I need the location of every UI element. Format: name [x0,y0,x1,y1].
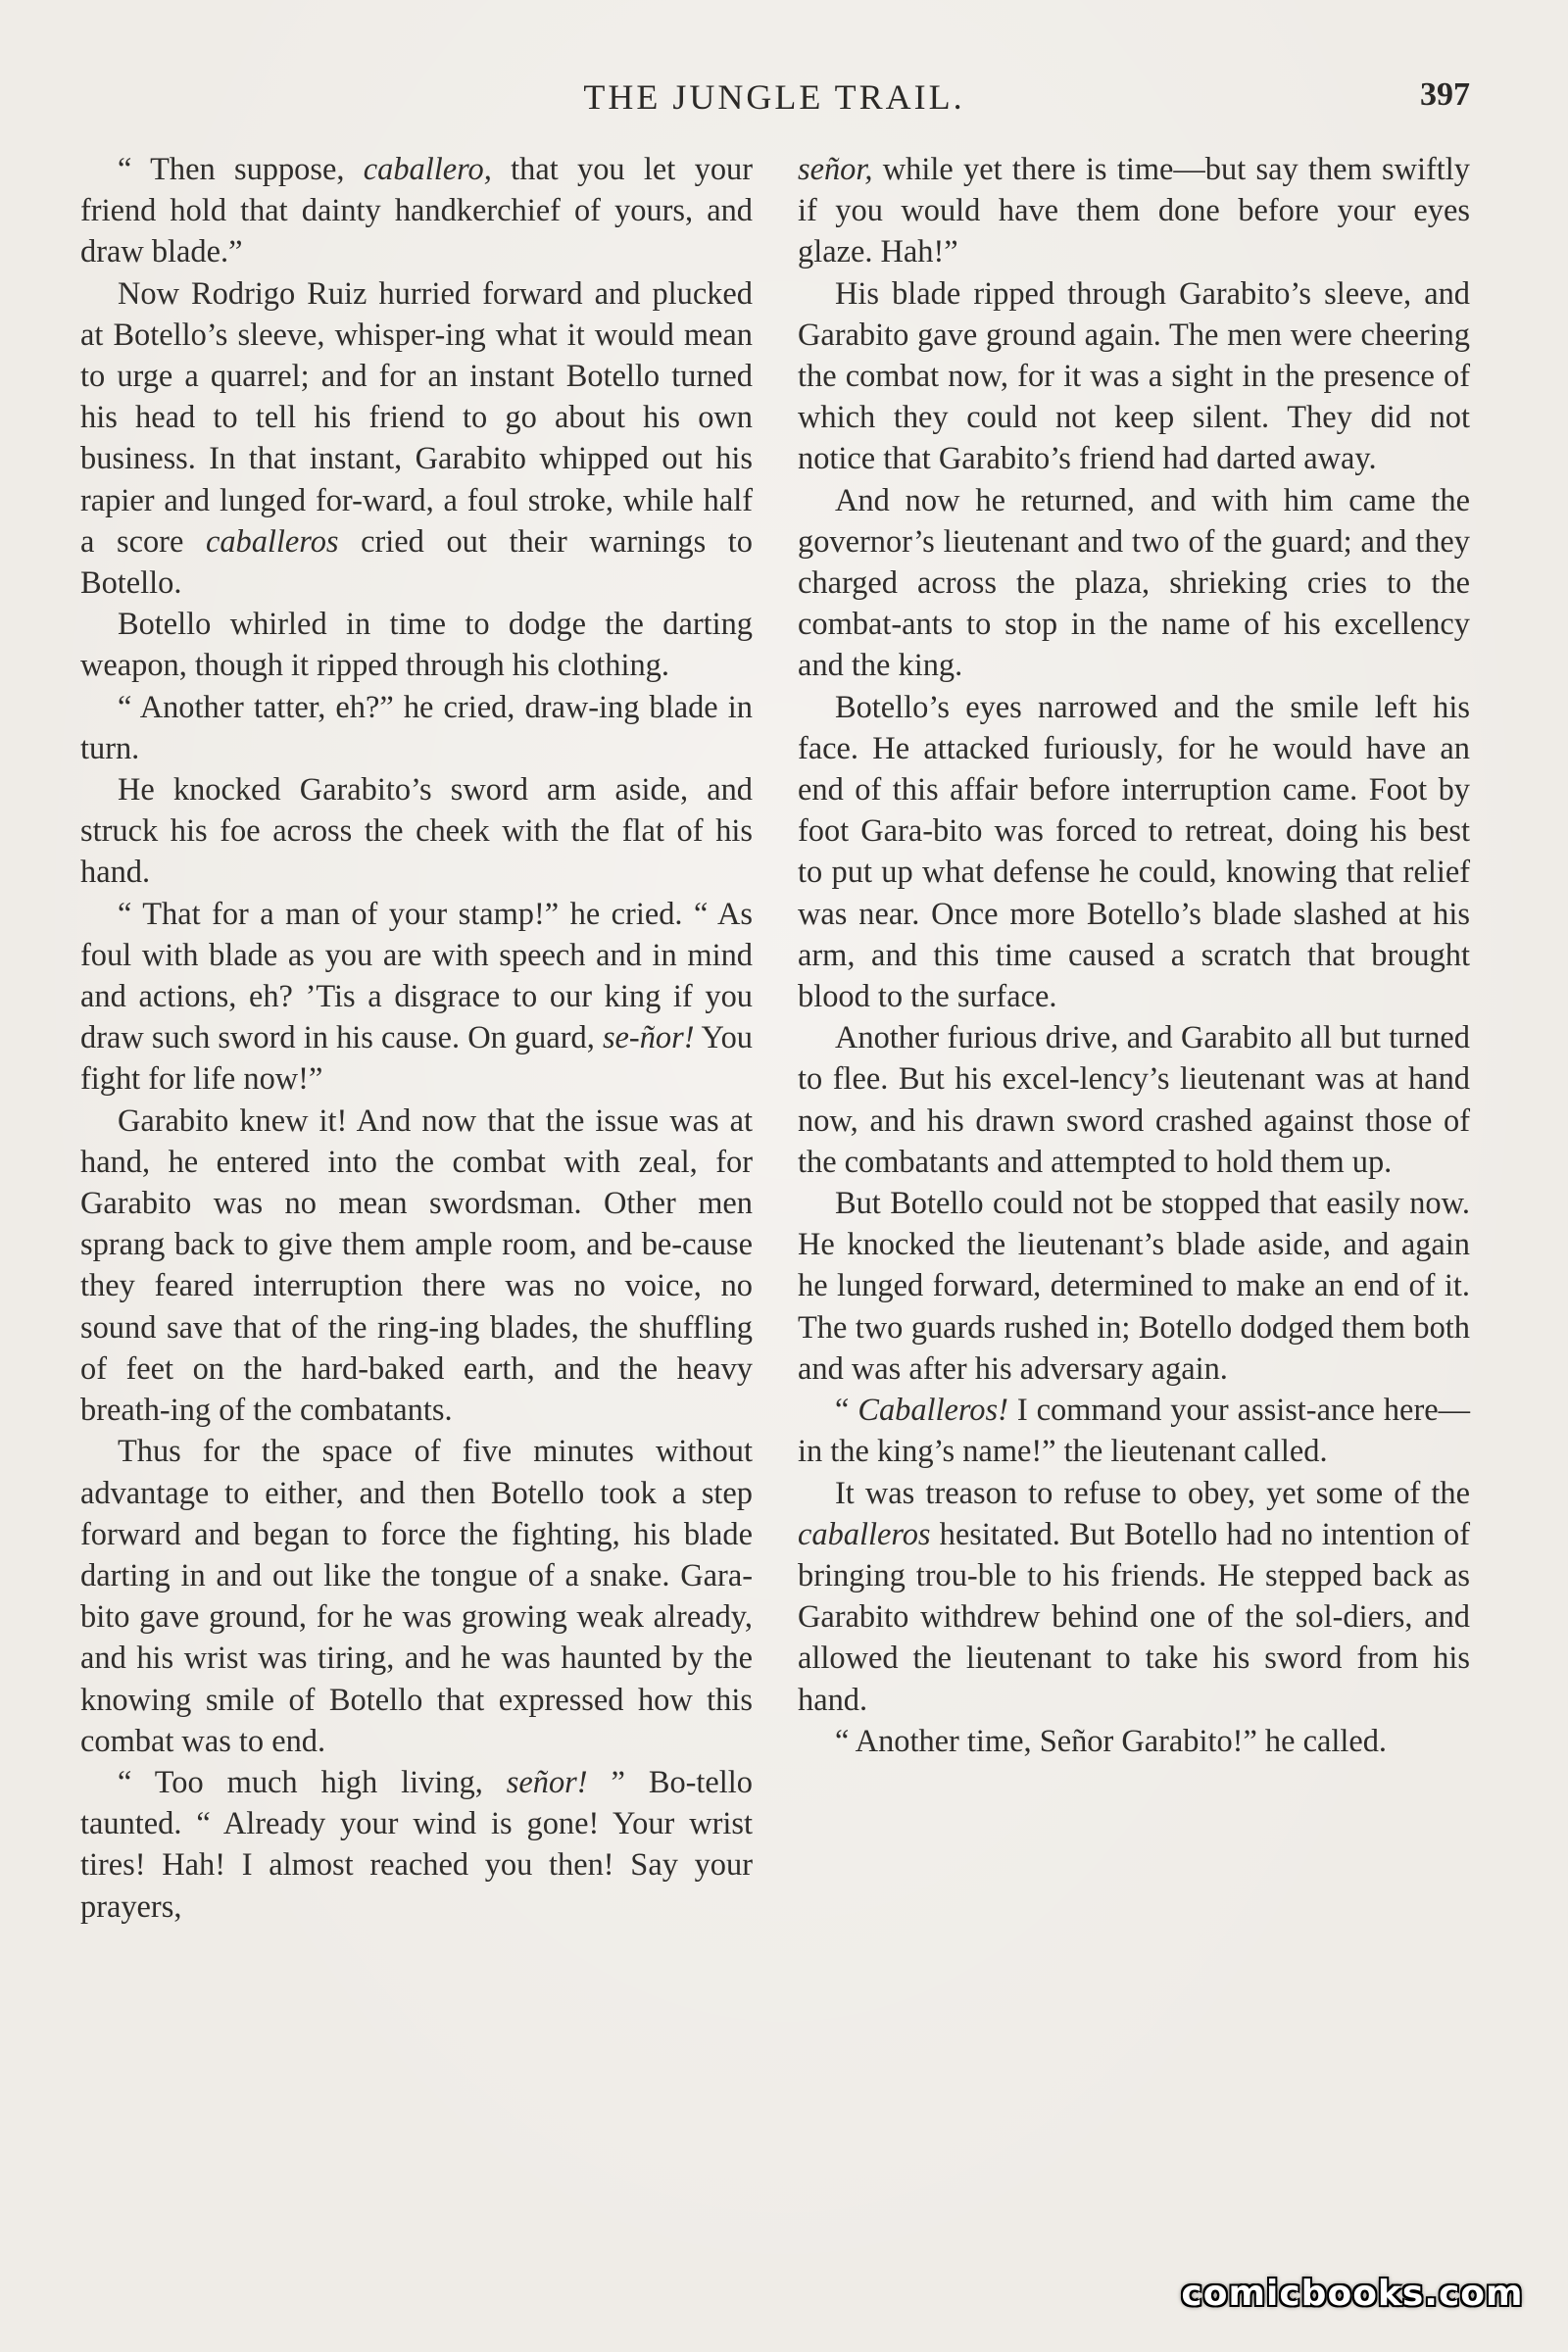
right-column [798,149,1470,2276]
text-segment: His blade ripped through Garabito’s sleeve, and Garabito gave ground again. The men were cheering the combat now, for it was a sight in the presence of which they could not keep silent. They did not notice that Garabito’s friend had darted away. [798,275,1470,477]
text-segment: ” Bo-tello taunted. “ Already your wind is gone! Your wrist tires! Hah! I almost reached you then! Say your prayers, [80,1764,753,1925]
text-segment: I command your assist-ance here—in the king’s name!” the lieutenant called. [798,1393,1470,1470]
paragraph [80,604,753,686]
text-segment: while yet there is time—but say them swiftly if you would have them done before your eyes glaze. Hah!” [798,152,1470,270]
paragraph [80,1431,753,1762]
text-segment: cried out their warnings to Botello. [80,523,753,602]
text-segment: Botello’s eyes narrowed and the smile left his face. He attacked furiously, for he would have an end of this affair before interruption came. Foot by foot Gara-bito was forced to retreat, doing his best to put up what defense he could, knowing that relief was near. Once more Botello’s blade slashed at his arm, and this time caused a scratch that brought blood to the surface. [798,689,1470,1015]
text-segment: Another furious drive, and Garabito all but turned to flee. But his excel-lency’s lieutenant was at hand now, and his drawn sword crashed against those of the combatants and attempted to hold them up. [798,1020,1470,1180]
text-segment: that you let your friend hold that dainty handkerchief of yours, and draw blade.” [80,152,753,270]
italic-text: señor! [506,1764,588,1800]
paragraph [798,1183,1470,1390]
paragraph [80,1101,753,1432]
text-segment: And now he returned, and with him came the governor’s lieutenant and two of the guard; and they charged across the plaza, shrieking cries to the combat-ants to stop in the name of his excellency and the king. [798,482,1470,684]
paragraph [798,273,1470,480]
text-segment: He knocked Garabito’s sword arm aside, and struck his foe across the cheek with the flat of his hand. [80,772,753,891]
watermark-logo: comicbooks.com [1181,2274,1524,2314]
italic-text: caballeros [205,523,339,560]
paragraph [798,480,1470,687]
italic-text: caballeros [798,1516,931,1552]
text-segment: Garabito knew it! And now that the issue was at hand, he entered into the combat with zeal, for Garabito was no mean swordsman. Other men sprang back to give them ample room, and be-cause they feared interruption there was no voice, no sound save that of the ring-ing blades, the shuffling of feet on the hard-baked earth, and the heavy breath-ing of the combatants. [80,1102,753,1429]
paragraph [798,1721,1470,1762]
text-segment: It was treason to refuse to obey, yet some of the [835,1475,1470,1511]
italic-text: se-ñor! [602,1020,695,1056]
text-segment: “ Another time, Señor Garabito!” he called. [835,1723,1388,1759]
paragraph [798,149,1470,273]
paragraph [798,1017,1470,1183]
text-segment: hesitated. But Botello had no intention of bringing trou-ble to his friends. He stepped back as Garabito withdrew behind one of the sol-diers, and allowed the lieutenant to take his sword from his hand. [798,1516,1470,1718]
italic-text: Caballeros! [858,1393,1008,1429]
paragraph [80,1762,753,1928]
paragraph [80,273,753,605]
page-number: 397 [1420,76,1470,113]
text-segment: “ Another tatter, eh?” he cried, draw-ing blade in turn. [80,689,753,766]
italic-text: caballero, [363,152,492,187]
text-segment: Botello whirled in time to dodge the darting weapon, though it ripped through his clothing. [80,607,753,684]
text-segment: “ Too much high living, [118,1764,507,1800]
paragraph [80,149,753,273]
text-segment: “ Then suppose, [118,152,364,187]
text-segment: But Botello could not be stopped that easily now. He knocked the lieutenant’s blade aside, and again he lunged forward, determined to make an end of it. The two guards rushed in; Botello dodged them both and was after his adversary again. [798,1186,1470,1387]
italic-text: señor, [798,152,873,187]
paragraph [80,687,753,769]
text-segment: Now Rodrigo Ruiz hurried forward and plucked at Botello’s sleeve, whisper-ing what it would mean to urge a quarrel; and for an instant Botello turned his head to tell his friend to go about his own business. In that instant, Garabito whipped out his rapier and lunged for-ward, a foul stroke, while half a score [80,275,753,560]
text-segment: You fight for life now!” [80,1020,753,1098]
paragraph [798,687,1470,1018]
text-segment: “ [835,1393,858,1429]
left-column [80,149,753,2276]
text-segment: Thus for the space of five minutes without advantage to either, and then Botello took a step forward and began to force the fighting, his blade darting in and out like the tongue of a snake. Gara-bito gave ground, for he was growing weak already, and his wrist was tiring, and he was haunted by the knowing smile of Botello that expressed how this combat was to end. [80,1434,753,1759]
page-header [78,76,1470,127]
paragraph [80,894,753,1101]
paragraph [798,1473,1470,1721]
running-head: THE JUNGLE TRAIL. [583,77,965,117]
text-columns [80,149,1470,2276]
text-segment: “ That for a man of your stamp!” he cried. “ As foul with blade as you are with speech and in mind and actions, eh? ’Tis a disgrace to our king if you draw such sword in his cause. On guard, [80,896,753,1056]
paragraph [798,1390,1470,1472]
paragraph [80,769,753,894]
